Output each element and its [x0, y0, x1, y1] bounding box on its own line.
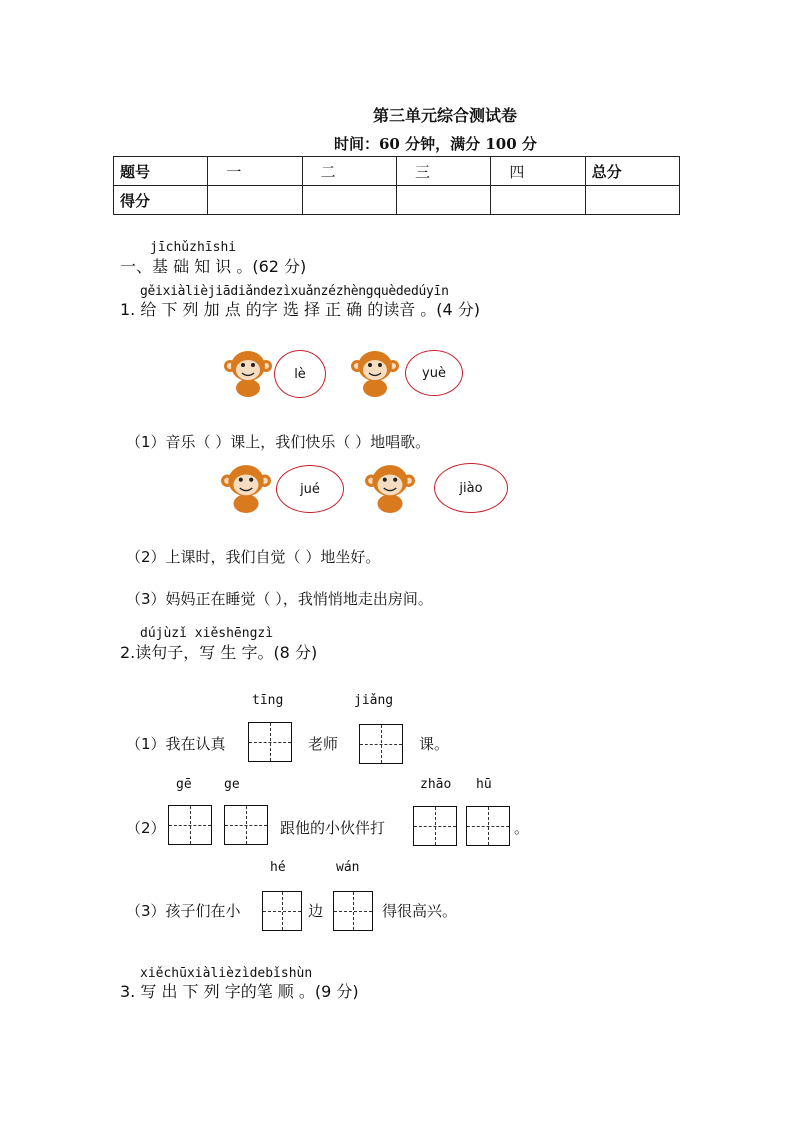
character-writing-box[interactable]: [224, 805, 268, 845]
score-cell[interactable]: [396, 186, 490, 215]
score-table-row-label: 得分: [114, 186, 208, 215]
pinyin-option-label: yuè: [422, 365, 446, 381]
q3-pinyin: xiěchūxiàlièzìdebǐshùn: [140, 966, 313, 981]
q2-line2-pinyin3: zhāo: [420, 777, 452, 792]
pinyin-option-label: jué: [300, 481, 320, 497]
q2-line2-suffix: 。: [514, 819, 530, 837]
q2-line2-prefix: （2）: [126, 819, 166, 837]
pinyin-option-label: jiào: [459, 480, 483, 496]
pinyin-option-oval[interactable]: [276, 465, 344, 513]
section1-heading: 一、基 础 知 识 。(62 分): [120, 257, 307, 276]
page-title: 第三单元综合测试卷: [373, 106, 518, 125]
section1-pinyin: jīchǔzhīshi: [150, 240, 237, 255]
score-cell[interactable]: [491, 186, 585, 215]
character-writing-box[interactable]: [333, 891, 373, 931]
character-writing-box[interactable]: [466, 806, 510, 846]
character-writing-box[interactable]: [262, 891, 302, 931]
score-table-header-cell: 总分: [585, 157, 679, 186]
monkey-icon: [222, 348, 274, 398]
q2-line2-pinyin1: gē: [176, 777, 192, 792]
q2-heading: 2.读句子，写 生 字。(8 分): [120, 643, 318, 662]
score-table-header-row: [114, 157, 680, 186]
q1-item2: （2）上课时，我们自觉（ ）地坐好。: [126, 548, 381, 566]
score-table-header-cell: 四: [491, 157, 585, 186]
pinyin-option-label: lè: [294, 366, 306, 382]
q2-line1-pinyin1: tīng: [252, 693, 284, 708]
score-table-header-cell: 一: [208, 157, 302, 186]
q2-line1-suffix: 课。: [419, 735, 450, 753]
pinyin-option-oval[interactable]: [274, 350, 326, 398]
score-table-header-cell: 二: [302, 157, 396, 186]
q1-item1: （1）音乐（ ）课上，我们快乐（ ）地唱歌。: [126, 433, 431, 451]
score-table: [113, 156, 680, 215]
pinyin-option-oval[interactable]: [434, 463, 508, 513]
character-writing-box[interactable]: [359, 724, 403, 764]
q2-line1-pinyin2: jiǎng: [354, 693, 394, 708]
q2-line3-middle: 边: [308, 902, 324, 920]
monkey-icon: [349, 348, 401, 398]
pinyin-option-oval[interactable]: [405, 350, 463, 396]
score-cell[interactable]: [208, 186, 302, 215]
score-table-header-cell: 三: [396, 157, 490, 186]
q2-line2-pinyin2: ge: [224, 777, 240, 792]
q2-line3-pinyin2: wán: [336, 860, 360, 875]
q2-pinyin: dújùzǐ xiěshēngzì: [140, 626, 274, 641]
score-cell[interactable]: [302, 186, 396, 215]
q2-line2-pinyin4: hū: [476, 777, 492, 792]
q2-line3-pinyin1: hé: [270, 860, 286, 875]
score-table-header-cell: 题号: [114, 157, 208, 186]
q2-line3-prefix: （3）孩子们在小: [126, 902, 241, 920]
character-writing-box[interactable]: [413, 806, 457, 846]
score-table-score-row: [114, 186, 680, 215]
q2-line3-suffix: 得很高兴。: [382, 902, 458, 920]
time-and-score-info: 时间：60 分钟，满分 100 分: [334, 135, 537, 153]
monkey-icon: [218, 462, 274, 514]
character-writing-box[interactable]: [168, 805, 212, 845]
character-writing-box[interactable]: [248, 722, 292, 762]
q2-line2-middle: 跟他的小伙伴打: [280, 819, 386, 837]
monkey-icon: [362, 462, 418, 514]
q1-item3: （3）妈妈正在睡觉（ ），我悄悄地走出房间。: [126, 590, 433, 608]
q2-line1-prefix: （1）我在认真: [126, 735, 226, 753]
q1-heading: 1. 给 下 列 加 点 的字 选 择 正 确 的读音 。(4 分): [120, 300, 481, 319]
q3-heading: 3. 写 出 下 列 字的笔 顺 。(9 分): [120, 982, 359, 1001]
q2-line1-middle: 老师: [308, 735, 339, 753]
score-cell[interactable]: [585, 186, 679, 215]
q1-pinyin: gěixiàlièjiādiǎndezìxuǎnzézhèngquèdedúyīn: [140, 284, 449, 299]
